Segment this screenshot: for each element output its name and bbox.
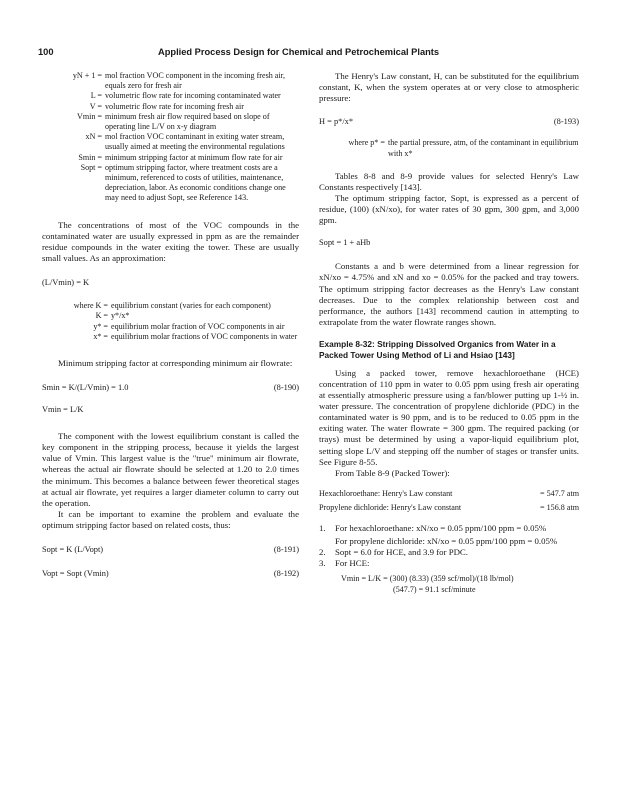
page-header — [38, 47, 579, 61]
def-desc: minimum stripping factor at minimum flow rate for air — [105, 152, 283, 162]
equation: Vmin = L/K = (300) (8.33) (359 scf/mol)/(18 lb/mol) (547.7) = 91.1 scf/minute — [341, 574, 514, 594]
paragraph: Minimum stripping factor at corresponding minimum air flowrate: — [58, 357, 293, 368]
list-item: 1. For hexachloroethane: xN/xo = 0.05 ppm/100 ppm = 0.05% For propylene dichloride: xN/xo = 0.05 ppm/100 ppm = 0.05% — [319, 523, 558, 547]
def-desc: the partial pressure, atm, of the contaminant in equilibrium with x* — [388, 138, 579, 158]
def-term: K = — [95, 311, 108, 321]
def-desc: mol fraction VOC contaminant in exiting water stream, usually aimed at meeting the environmental regulations — [105, 132, 285, 152]
def-desc: optimum stripping factor, where treatment costs are a minimum, referenced to costs of utilities, maintenance, depreciation, labor. As economic conditions change one may need to adjust Sopt, see Reference 143. — [105, 162, 286, 203]
def-term: xN = — [85, 132, 102, 142]
def-term: where p* = — [348, 138, 385, 148]
def-term: x* = — [93, 331, 108, 341]
def-term: where K = — [73, 301, 108, 311]
paragraph: The optimum stripping factor, Sopt, is expressed as a percent of residue, (100) (xN/xo), for water rates of 30 gpm, 300 gpm, and 3,000 gpm. — [319, 192, 579, 226]
paragraph: From Table 8-9 (Packed Tower): — [335, 467, 450, 478]
example-heading: Example 8-32: Stripping Dissolved Organics from Water in a Packed Tower Using Method of Li and Hsiao [143] — [319, 338, 556, 360]
def-desc: minimum fresh air flow required based on slope of operating line L/V on x-y diagram — [105, 111, 270, 132]
equation-8-193: H = p*/x* (8-193) — [319, 117, 579, 127]
where-list — [319, 138, 579, 158]
def-desc: mol fraction VOC component in the incoming fresh air, equals zero for fresh air — [105, 71, 286, 91]
list-item: 3. For HCE: — [319, 558, 370, 569]
def-desc: equilibrium molar fractions of VOC components in water — [111, 331, 298, 341]
def-term: L = — [90, 91, 102, 101]
equation: Vmin = L/K — [42, 405, 84, 415]
paragraph: Using a packed tower, remove hexachloroethane (HCE) concentration of 110 ppm in water to 0.05 ppm using fresh air operating at essentially atmospheric pressure using a fan/blower putting up 1-½ in. water pressure. The concentration of propylene dichloride (PDC) in the contaminated water is 90 ppm, and is to be reduced to 0.05 ppm in the exiting water. The water flowrate = 300 gpm. The required packing (or trays) must be determined by using a vapor-liquid equilibrium plot, setting slope L/V and stepping off the number of stages or transfer units. See Figure 8-55. — [319, 367, 579, 467]
where-list — [42, 301, 299, 342]
def-desc: volumetric flow rate for incoming fresh air — [105, 101, 244, 111]
page-number: 100 — [38, 47, 54, 57]
equation: (L/Vmin) = K — [42, 278, 90, 288]
equation-8-192: Vopt = Sopt (Vmin) (8-192) — [42, 569, 299, 579]
running-title: Applied Process Design for Chemical and Petrochemical Plants — [158, 47, 440, 57]
paragraph: It can be important to examine the problem and evaluate the optimum stripping factor based on related costs, thus: — [42, 508, 299, 530]
left-column — [42, 71, 299, 579]
def-desc: volumetric flow rate for incoming contaminated water — [105, 91, 281, 101]
henry-constant-hce: Hexachloroethane: Henry's Law constant = 547.7 atm — [319, 488, 579, 498]
def-desc: equilibrium molar fraction of VOC components in air — [111, 321, 285, 331]
def-desc: y*/x* — [111, 311, 130, 321]
paragraph: Constants a and b were determined from a linear regression for xN/xo = 4.75% and xN and xo = 0.05% for the packed and tray towers. The optimum stripping factor decreases as the Henry's Law constant decreases. Due to the complex relationship between cost and performance, the authors [143] recommend caution in attempting to extrapolate from the water flowrate ranges shown. — [319, 261, 579, 327]
def-term: yN + 1 = — [72, 71, 102, 80]
equation: Sopt = 1 + aHb — [319, 238, 371, 248]
list-item: 2. Sopt = 6.0 for HCE, and 3.9 for PDC. — [319, 547, 469, 558]
def-term: Smin = — [78, 152, 102, 162]
paragraph: The component with the lowest equilibrium constant is called the key component in the stripping process, because it yields the largest value of Vmin. This largest value is the "true" minimum air flowrate, whereas the actual air flowrate should be selected at 1.20 to 2.0 times the minimum. This becomes a balance between fewer theoretical stages at actual air flowrate, yet requires a larger diameter column to carry out the operation. — [42, 431, 299, 508]
nomenclature-list — [46, 71, 299, 204]
paragraph: The concentrations of most of the VOC compounds in the contaminated water are usually expressed in ppm as are the remainder residue compounds in the water exiting the tower. These are usually small values. As an approximation: — [42, 219, 299, 263]
def-desc: equilibrium constant (varies for each component) — [111, 301, 271, 311]
equation-8-191: Sopt = K (L/Vopt) (8-191) — [42, 545, 299, 555]
henry-constant-pdc: Propylene dichloride: Henry's Law constant = 156.8 atm — [319, 502, 579, 512]
def-term: V = — [89, 101, 102, 111]
right-column — [319, 71, 579, 595]
def-term: Sopt = — [80, 162, 102, 172]
paragraph: The Henry's Law constant, H, can be substituted for the equilibrium constant, K, when the system operates at or very close to atmospheric pressure: — [319, 71, 579, 104]
def-term: y* = — [93, 321, 108, 331]
paragraph: Tables 8-8 and 8-9 provide values for selected Henry's Law Constants respectively [143]. — [319, 170, 579, 192]
equation-8-190: Smin = K/(L/Vmin) = 1.0 (8-190) — [42, 383, 299, 393]
def-term: Vmin = — [76, 111, 102, 121]
